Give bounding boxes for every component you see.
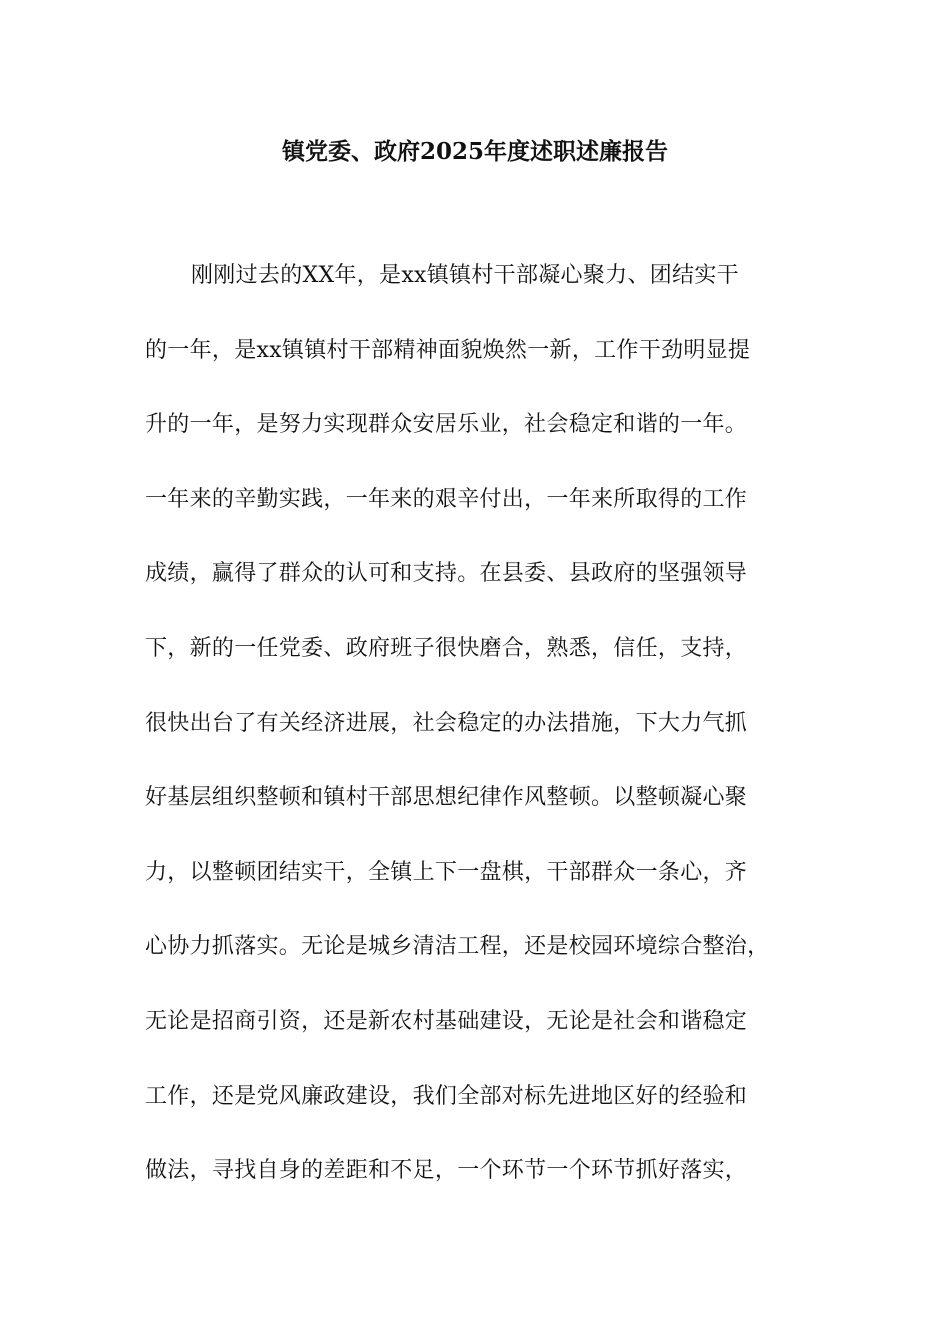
body-line: 力，以整顿团结实干，全镇上下一盘棋，干部群众一条心，齐 xyxy=(145,859,748,885)
body-line: 刚刚过去的XX年，是xx镇镇村干部凝心聚力、团结实干 xyxy=(191,263,739,288)
body-line: 很快出台了有关经济进展，社会稳定的办法措施，下大力气抓 xyxy=(145,710,748,736)
body-line: 工作，还是党风廉政建设，我们全部对标先进地区好的经验和 xyxy=(145,1083,748,1109)
document-body xyxy=(145,258,835,1228)
body-line: 做法，寻找自身的差距和不足，一个环节一个环节抓好落实， xyxy=(145,1158,748,1184)
body-line: 无论是招商引资，还是新农村基础建设，无论是社会和谐稳定 xyxy=(145,1008,748,1034)
body-line: 下，新的一任党委、政府班子很快磨合，熟悉，信任，支持， xyxy=(145,635,748,661)
body-line: 升的一年，是努力实现群众安居乐业，社会稳定和谐的一年。 xyxy=(145,412,748,438)
body-line: 的一年，是xx镇镇村干部精神面貌焕然一新，工作干劲明显提 xyxy=(145,337,751,363)
body-line: 心协力抓落实。无论是城乡清洁工程，还是校园环境综合整治， xyxy=(145,934,770,960)
body-line: 成绩，赢得了群众的认可和支持。在县委、县政府的坚强领导 xyxy=(145,561,748,587)
body-line: 一年来的辛勤实践，一年来的艰辛付出，一年来所取得的工作 xyxy=(145,486,748,512)
document-title: 镇党委、政府2025年度述职述廉报告 xyxy=(281,138,668,165)
body-line: 好基层组织整顿和镇村干部思想纪律作风整顿。以整顿凝心聚 xyxy=(145,785,748,811)
